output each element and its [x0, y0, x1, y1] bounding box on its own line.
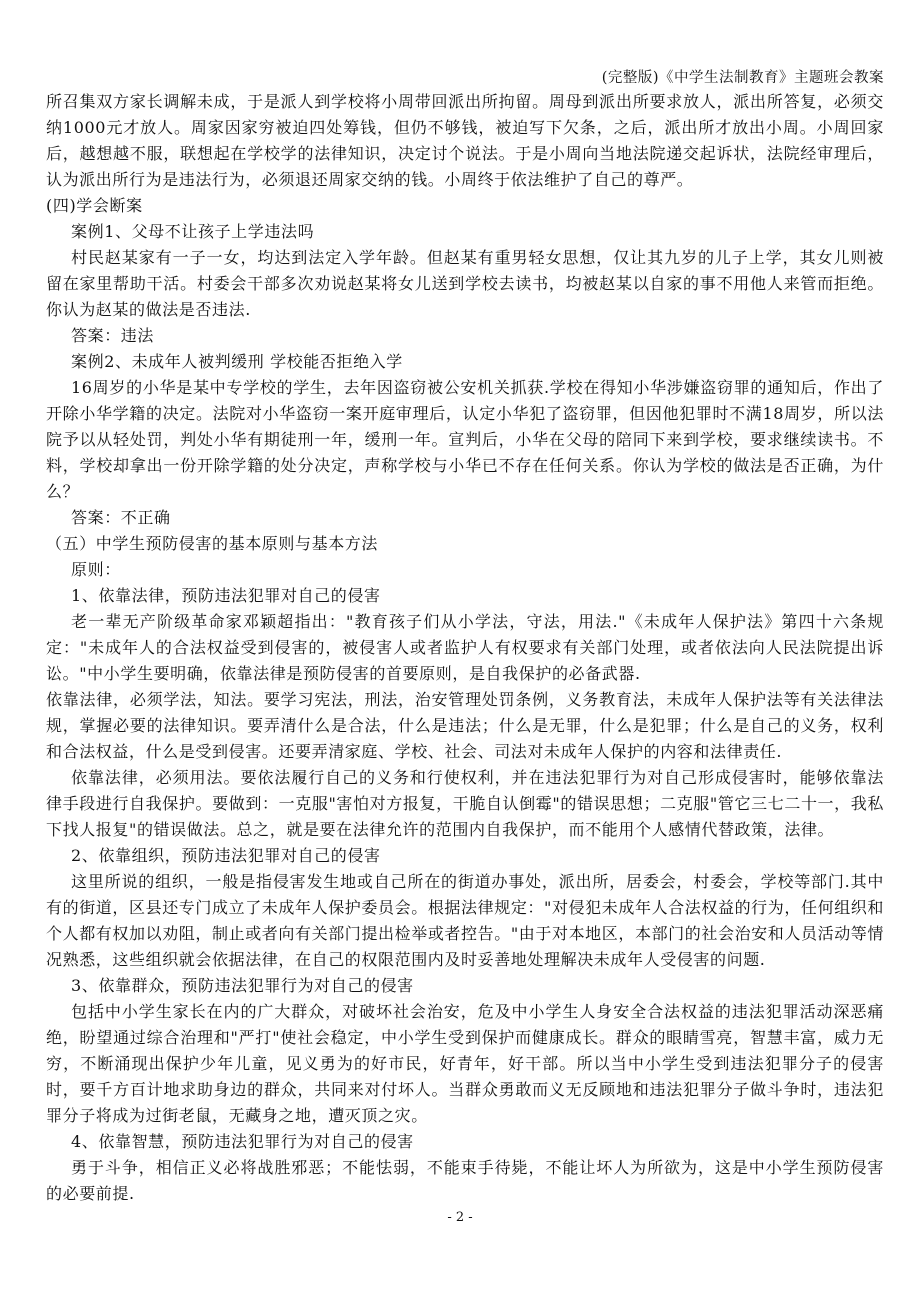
paragraph: 村民赵某家有一子一女，均达到法定入学年龄。但赵某有重男轻女思想，仅让其九岁的儿子上学，其女儿则被留在家里帮助干活。村委会干部多次劝说赵某将女儿送到学校去读书，均被赵某以自家的事不用他人来管而拒绝。你认为赵某的做法是否违法.	[46, 248, 884, 319]
case-heading: 案例2、未成年人被判缓刑 学校能否拒绝入学	[71, 352, 403, 371]
paragraph: 依靠法律，必须学法，知法。要学习宪法，刑法，治安管理处罚条例，义务教育法，未成年人保护法等有关法律法规，掌握必要的法律知识。要弄清什么是合法，什么是违法；什么是无罪，什么是犯罪；什么是自己的义务，权利和合法权益，什么是受到侵害。还要弄清家庭、学校、社会、司法对未成年人保护的内容和法律责任.	[46, 690, 884, 761]
running-header: (完整版)《中学生法制教育》主题班会教案	[601, 70, 884, 86]
paragraph: 勇于斗争，相信正义必将战胜邪恶；不能怯弱，不能束手待毙，不能让坏人为所欲为，这是中小学生预防侵害的必要前提.	[46, 1158, 884, 1203]
section-heading: （五）中学生预防侵害的基本原则与基本方法	[46, 534, 379, 553]
answer-line: 答案：违法	[71, 326, 155, 345]
paragraph: 所召集双方家长调解未成，于是派人到学校将小周带回派出所拘留。周母到派出所要求放人，派出所答复，必须交纳1000元才放人。周家因家穷被迫四处筹钱，但仍不够钱，被迫写下欠条，之后，派出所才放出小周。小周回家后，越想越不服，联想起在学校学的法律知识，决定讨个说法。于是小周向当地法院递交起诉状，法院经审理后，认为派出所行为是违法行为，必须退还周家交纳的钱。小周终于依法维护了自己的尊严。	[46, 92, 884, 189]
paragraph: 依靠法律，必须用法。要依法履行自己的义务和行使权利，并在违法犯罪行为对自己形成侵害时，能够依靠法律手段进行自我保护。要做到：一克服"害怕对方报复，干脆自认倒霉"的错误思想；二克服"管它三七二十一，我私下找人报复"的错误做法。总之，就是要在法律允许的范围内自我保护，而不能用个人感情代替政策，法律。	[46, 768, 884, 839]
principle-heading: 3、依靠群众，预防违法犯罪行为对自己的侵害	[71, 976, 414, 995]
case-heading: 案例1、父母不让孩子上学违法吗	[71, 222, 315, 241]
page-number: - 2 -	[447, 1210, 473, 1225]
subheading: 原则：	[71, 560, 121, 579]
principle-heading: 1、依靠法律，预防违法犯罪对自己的侵害	[71, 586, 381, 605]
principle-heading: 4、依靠智慧，预防违法犯罪行为对自己的侵害	[71, 1132, 414, 1151]
principle-heading: 2、依靠组织，预防违法犯罪对自己的侵害	[71, 846, 381, 865]
paragraph: 包括中小学生家长在内的广大群众，对破坏社会治安，危及中小学生人身安全合法权益的违法犯罪活动深恶痛绝，盼望通过综合治理和"严打"使社会稳定，中小学生受到保护而健康成长。群众的眼睛雪亮，智慧丰富，威力无穷，不断涌现出保护少年儿童，见义勇为的好市民，好青年，好干部。所以当中小学生受到违法犯罪分子的侵害时，要千方百计地求助身边的群众，共同来对付坏人。当群众勇敢而义无反顾地和违法犯罪分子做斗争时，违法犯罪分子将成为过街老鼠，无藏身之地，遭灭顶之灾。	[46, 1002, 884, 1125]
document-body	[46, 89, 884, 1207]
paragraph: 16周岁的小华是某中专学校的学生，去年因盗窃被公安机关抓获.学校在得知小华涉嫌盗窃罪的通知后，作出了开除小华学籍的决定。法院对小华盗窃一案开庭审理后，认定小华犯了盗窃罪，但因他犯罪时不满18周岁，所以法院予以从轻处罚，判处小华有期徒刑一年，缓刑一年。宣判后，小华在父母的陪同下来到学校，要求继续读书。不料，学校却拿出一份开除学籍的处分决定，声称学校与小华已不存在任何关系。你认为学校的做法是否正确，为什么？	[46, 378, 884, 501]
paragraph: 这里所说的组织，一般是指侵害发生地或自己所在的街道办事处，派出所，居委会，村委会，学校等部门.其中有的街道，区县还专门成立了未成年人保护委员会。根据法律规定："对侵犯未成年人合法权益的行为，任何组织和个人都有权加以劝阻，制止或者向有关部门提出检举或者控告。"由于对本地区，本部门的社会治安和人员活动等情况熟悉，这些组织就会依据法律，在自己的权限范围内及时妥善地处理解决未成年人受侵害的问题.	[46, 872, 884, 969]
section-heading: (四)学会断案	[46, 196, 143, 215]
answer-line: 答案：不正确	[71, 508, 171, 527]
paragraph: 老一辈无产阶级革命家邓颖超指出："教育孩子们从小学法，守法，用法."《未成年人保护法》第四十六条规定："未成年人的合法权益受到侵害的，被侵害人或者监护人有权要求有关部门处理，或者依法向人民法院提出诉讼。"中小学生要明确，依靠法律是预防侵害的首要原则，是自我保护的必备武器.	[46, 612, 884, 683]
